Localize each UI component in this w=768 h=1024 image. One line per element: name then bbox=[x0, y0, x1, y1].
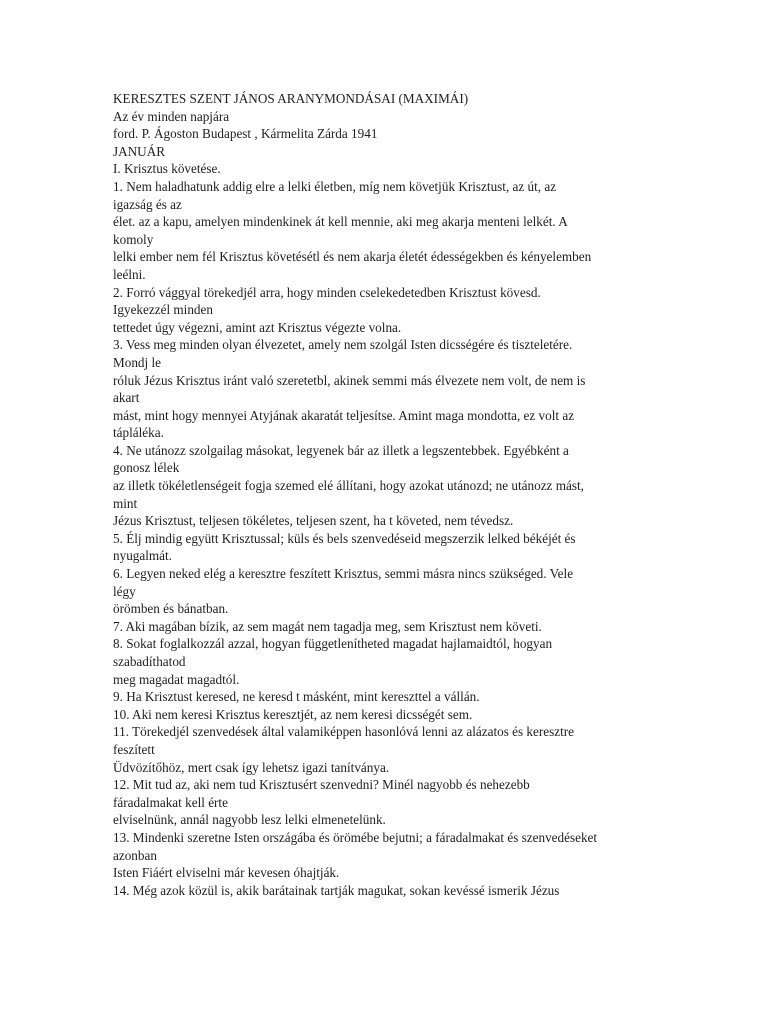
text-line: róluk Jézus Krisztus iránt való szeretetbl, akinek semmi más élvezete nem volt, de nem is bbox=[113, 372, 586, 388]
text-line: szabadíthatod bbox=[113, 654, 186, 669]
text-line: 6. Legyen neked elég a keresztre feszített Krisztus, semmi másra nincs szükséged. Vele bbox=[113, 566, 574, 582]
section-heading: I. Krisztus követése. bbox=[113, 161, 221, 177]
month-heading: JANUÁR bbox=[113, 143, 166, 159]
text-line: Mondj le bbox=[113, 354, 161, 370]
text-line: feszített bbox=[113, 741, 155, 757]
text-line: fáradalmakat kell érte bbox=[113, 794, 228, 810]
text-line: Isten Fiáért elviselni már kevesen óhajtják. bbox=[113, 865, 340, 881]
document-body bbox=[113, 90, 661, 899]
text-line: 5. Élj mindig együtt Krisztussal; küls és bels szenvedéseid megszerzik lelked békéjét és bbox=[113, 530, 576, 546]
text-line: mást, mint hogy mennyei Atyjának akaratát teljesítse. Amint maga mondotta, ez volt az bbox=[113, 407, 575, 423]
text-line: légy bbox=[113, 583, 136, 599]
text-line: meg magadat magadtól. bbox=[113, 671, 240, 687]
text-line: leélni. bbox=[113, 266, 146, 282]
text-line: az illetk tökéletlenségeit fogja szemed elé állítani, hogy azokat utánozd; ne utánozz mást, bbox=[113, 478, 584, 494]
text-line: Igyekezzél minden bbox=[113, 302, 213, 318]
text-line: mint bbox=[113, 495, 138, 511]
text-line: 2. Forró vággyal törekedjél arra, hogy minden cselekedetedben Krisztust kövesd. bbox=[113, 284, 541, 300]
text-line: gonosz lélek bbox=[113, 460, 180, 476]
text-line: lelki ember nem fél Krisztus követésétl és nem akarja életét édességekben és kényelemben bbox=[113, 249, 592, 265]
text-line: Jézus Krisztust, teljesen tökéletes, teljesen szent, ha t követed, nem tévedsz. bbox=[113, 513, 514, 529]
text-line: tápláléka. bbox=[113, 425, 164, 441]
text-line: Üdvözítőhöz, mert csak így lehetsz igazi tanítványa. bbox=[113, 759, 390, 775]
text-line: 9. Ha Krisztust keresed, ne keresd t másként, mint kereszttel a vállán. bbox=[113, 689, 480, 705]
text-line: 10. Aki nem keresi Krisztus keresztjét, az nem keresi dicsségét sem. bbox=[113, 706, 473, 722]
text-line: akart bbox=[113, 390, 140, 406]
text-line: 12. Mit tud az, aki nem tud Krisztusért szenvedni? Minél nagyobb és nehezebb bbox=[113, 777, 530, 793]
text-line: örömben és bánatban. bbox=[113, 601, 229, 617]
text-line: 7. Aki magában bízik, az sem magát nem tagadja meg, sem Krisztust nem követi. bbox=[113, 618, 542, 634]
text-line: azonban bbox=[113, 847, 157, 863]
document-subtitle: Az év minden napjára bbox=[113, 108, 230, 124]
text-line: komoly bbox=[113, 231, 154, 247]
document-title: KERESZTES SZENT JÁNOS ARANYMONDÁSAI (MAXIMÁI) bbox=[113, 91, 469, 106]
text-line: tettedet úgy végezni, amint azt Krisztus végezte volna. bbox=[113, 319, 402, 335]
text-line: 3. Vess meg minden olyan élvezetet, amely nem szolgál Isten dicsségére és tiszteletére. bbox=[113, 337, 573, 353]
text-line: 13. Mindenki szeretne Isten országába és örömébe bejutni; a fáradalmakat és szenvedéseket bbox=[113, 829, 598, 845]
text-line: elviselnünk, annál nagyobb lesz lelki elmenetelünk. bbox=[113, 812, 386, 828]
text-line: élet. az a kapu, amelyen mindenkinek át kell mennie, aki meg akarja menteni lelkét. A bbox=[113, 214, 568, 230]
text-line: 8. Sokat foglalkozzál azzal, hogyan függetlenítheted magadat hajlamaidtól, hogyan bbox=[113, 636, 553, 652]
text-line: 14. Még azok közül is, akik barátainak tartják magukat, sokan kevéssé ismerik Jézus bbox=[113, 882, 560, 898]
text-line: nyugalmát. bbox=[113, 548, 172, 564]
translation-credit: ford. P. Ágoston Budapest , Kármelita Zárda 1941 bbox=[113, 126, 378, 142]
text-line: 1. Nem haladhatunk addig elre a lelki életben, míg nem követjük Krisztust, az út, az bbox=[113, 178, 557, 194]
text-line: igazság és az bbox=[113, 196, 182, 212]
text-line: 11. Törekedjél szenvedések által valamiképpen hasonlóvá lenni az alázatos és keresztre bbox=[113, 724, 574, 740]
text-line: 4. Ne utánozz szolgailag másokat, legyenek bár az illetk a legszentebbek. Egyébként a bbox=[113, 442, 569, 458]
